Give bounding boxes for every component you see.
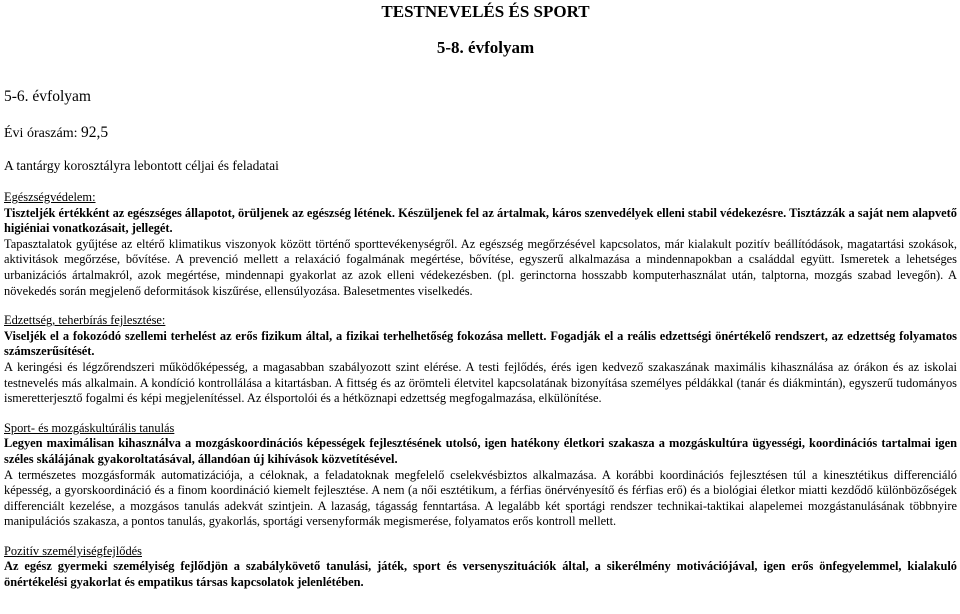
section-bold-text: Tiszteljék értékként az egészséges állapotot, örüljenek az egészség létének. Készüljenek fel az ártalmak, káros szenvedélyek elleni stabil védekezésre. Tisztázzák a saját nem alapvető higiéniai vonatkozásait, jellegét. <box>4 205 957 236</box>
section-heading: Pozitív személyiségfejlődés <box>4 543 142 558</box>
section-heading: Egészségvédelem: <box>4 190 96 204</box>
document-title: TESTNEVELÉS ÉS SPORT <box>381 2 590 21</box>
goals-heading: A tantárgy korosztályra lebontott céljai és feladatai <box>4 158 279 173</box>
section-bold-text: Viseljék el a fokozódó szellemi terhelést az erős fizikum által, a fizikai terhelhetőség fokozása mellett. Fogadják el a reális edzettségi önértékelő rendszert, az edzettség folyamatos számszerűsítését. <box>4 328 957 359</box>
section-movement-culture <box>4 421 957 530</box>
section-body-text: Tapasztalatok gyűjtése az eltérő klimatikus viszonyok között történő sporttevékenységről. Az egészség megőrzésével kapcsolatos, már kialakult pozitív beállítódások, magatartási szokások, aktivitások megőrzése, bővítése. A prevenció mellett a relaxáció fogalmának megértése, bővítése, egyszerű alkalmazása a mindennapokban a családdal együtt. Ismeretek a lehetséges urbanizációs ártalmakról, azok megértése, mindennapi gyakorlat az azok elleni védekezésben. (pl. gerinctorna hosszabb komputerhasználat után, talptorna, mozgás szabad levegőn). A növekedés során megjelenő deformitások kiszűrése, ellensúlyozása. Balesetmentes viselkedés. <box>4 236 957 298</box>
annual-hours-label: Évi óraszám: <box>4 126 81 141</box>
grade-heading: 5-6. évfolyam <box>4 88 91 105</box>
document-subtitle: 5-8. évfolyam <box>436 38 535 57</box>
section-fitness <box>4 313 957 407</box>
annual-hours-value: 92,5 <box>80 124 109 141</box>
section-heading: Sport- és mozgáskultúrális tanulás <box>4 420 175 435</box>
section-bold-text: Az egész gyermeki személyiség fejlődjön a szabálykövető tanulási, játék, sport és versenyszituációk által, a sikerélmény motivációjával, igen erős önfegyelemmel, kialakuló önértékelési gyakorlat és empatikus társas kapcsolatok jelenlétében. <box>4 559 957 590</box>
section-health <box>4 190 957 299</box>
section-bold-text: Legyen maximálisan kihasználva a mozgáskoordinációs képességek fejlesztésének utolsó, igen hatékony életkori szakasza a mozgáskultúra ügyességi, koordinációs tartalmai igen széles skálájának gyakoroltatásával, állandóan új kihívások közvetítésével. <box>4 436 957 466</box>
section-heading: Edzettség, teherbírás fejlesztése: <box>4 313 166 328</box>
annual-hours <box>4 124 957 144</box>
section-body-text: A természetes mozgásformák automatizációja, a céloknak, a feladatoknak megfelelő cselekvésbiztos alkalmazása. A korábbi koordinációs fejlesztésen túl a kinesztétikus differenciáló képesség, a gyorskoordináció és a finom koordináció kiemelt fejlesztése. A nem (a női esztétikum, a férfias önérvényesítő és férfias erő) és a biológiai életkor miatti kezdődő különbözőségek differenciált kezelése, a mozgásos tanulás adekvát szintjein. A lazaság, tágasság fenntartása. A legalább két sportági rendszer technikai-taktikai alapelemei mozgástanulásának többnyire manipulációs szakasza, a pontos tanulás, gyakorlás, sportági versenyformák megismerése, folyamatos erős kontroll mellett. <box>4 467 957 529</box>
document-page <box>4 0 957 591</box>
section-personality <box>4 544 957 591</box>
section-body-text: A keringési és légzőrendszeri működőképesség, a magasabban szabályozott szint elérése. A testi fejlődés, érés igen kedvező szakaszának maximális kihasználása az órákon és az iskolai testnevelés más alkalmain. A kondíció kontrollálása a kitartásban. A fittség és az örömteli életvitel kapcsolatának bizonyítása személyes példákkal (tanár és diákmintán), egyszerű tudományos ismeretterjesztő fogalmi és képi megjelenítéssel. Az élsportolói és a hétköznapi edzettség megfogalmazása, elkülönítése. <box>4 359 957 406</box>
